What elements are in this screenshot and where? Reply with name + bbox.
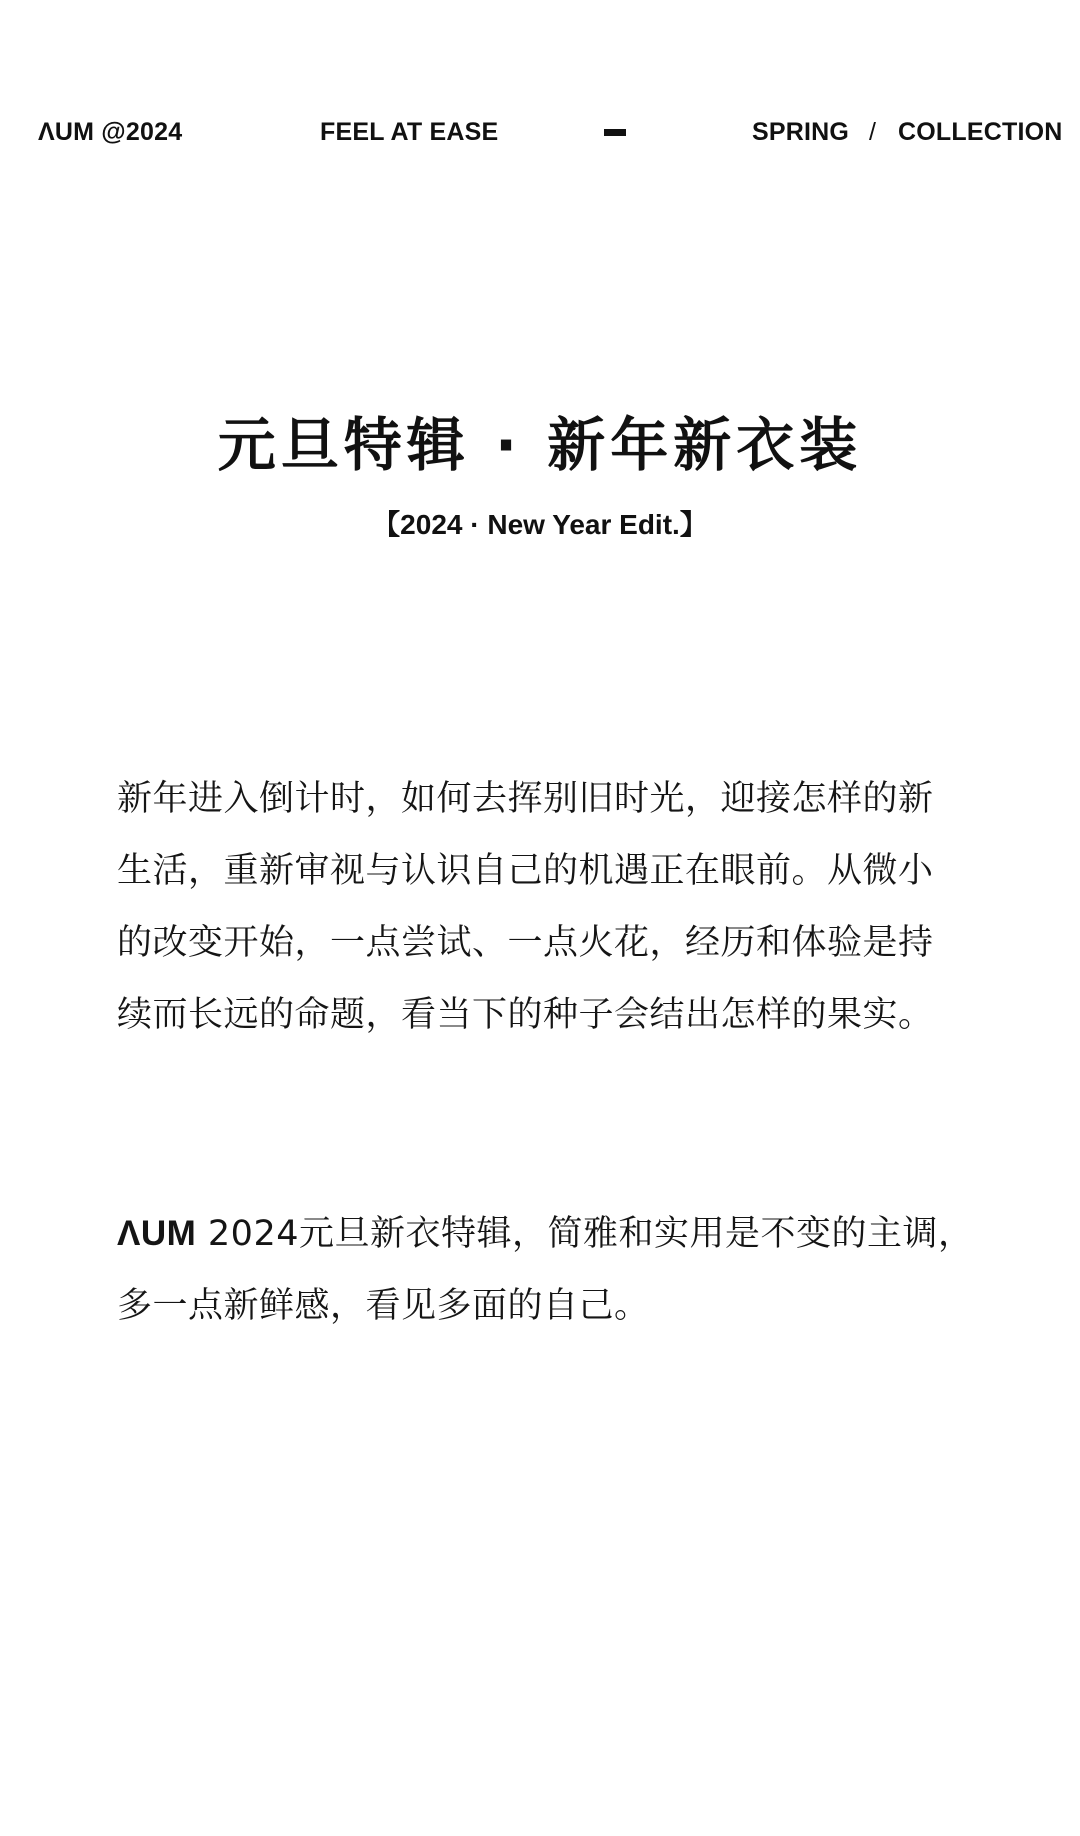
- brand-label: ΛUM @2024: [38, 118, 183, 146]
- intro-line-1: 新年进入倒计时，如何去挥别旧时光，迎接怎样的新: [117, 779, 934, 819]
- intro-line-3: 的改变开始，一点尝试、一点火花，经历和体验是持: [117, 923, 934, 963]
- feature-line-1: [117, 1198, 977, 1270]
- intro-paragraph: [117, 763, 977, 1051]
- page-title: 元旦特辑 · 新年新衣装: [217, 411, 863, 479]
- slash-separator: /: [869, 118, 877, 146]
- top-bar: [38, 112, 1063, 152]
- feature-paragraph: [117, 1198, 977, 1342]
- season-label: SPRING: [752, 118, 850, 146]
- feature-line-2: 多一点新鲜感，看见多面的自己。: [117, 1286, 650, 1326]
- intro-line-4: 续而长远的命题，看当下的种子会结出怎样的果实。: [117, 995, 934, 1035]
- tagline-label: FEEL AT EASE: [320, 118, 499, 146]
- feature-line-1-text: 2024元旦新衣特辑，简雅和实用是不变的主调，: [196, 1214, 974, 1254]
- page-subtitle: 【2024 · New Year Edit.】: [372, 509, 708, 540]
- dash-divider: [604, 129, 626, 136]
- collection-label: COLLECTION: [898, 118, 1063, 146]
- inline-brand-logo: ΛUM: [117, 1214, 197, 1253]
- intro-line-2: 生活，重新审视与认识自己的机遇正在眼前。从微小: [117, 851, 934, 891]
